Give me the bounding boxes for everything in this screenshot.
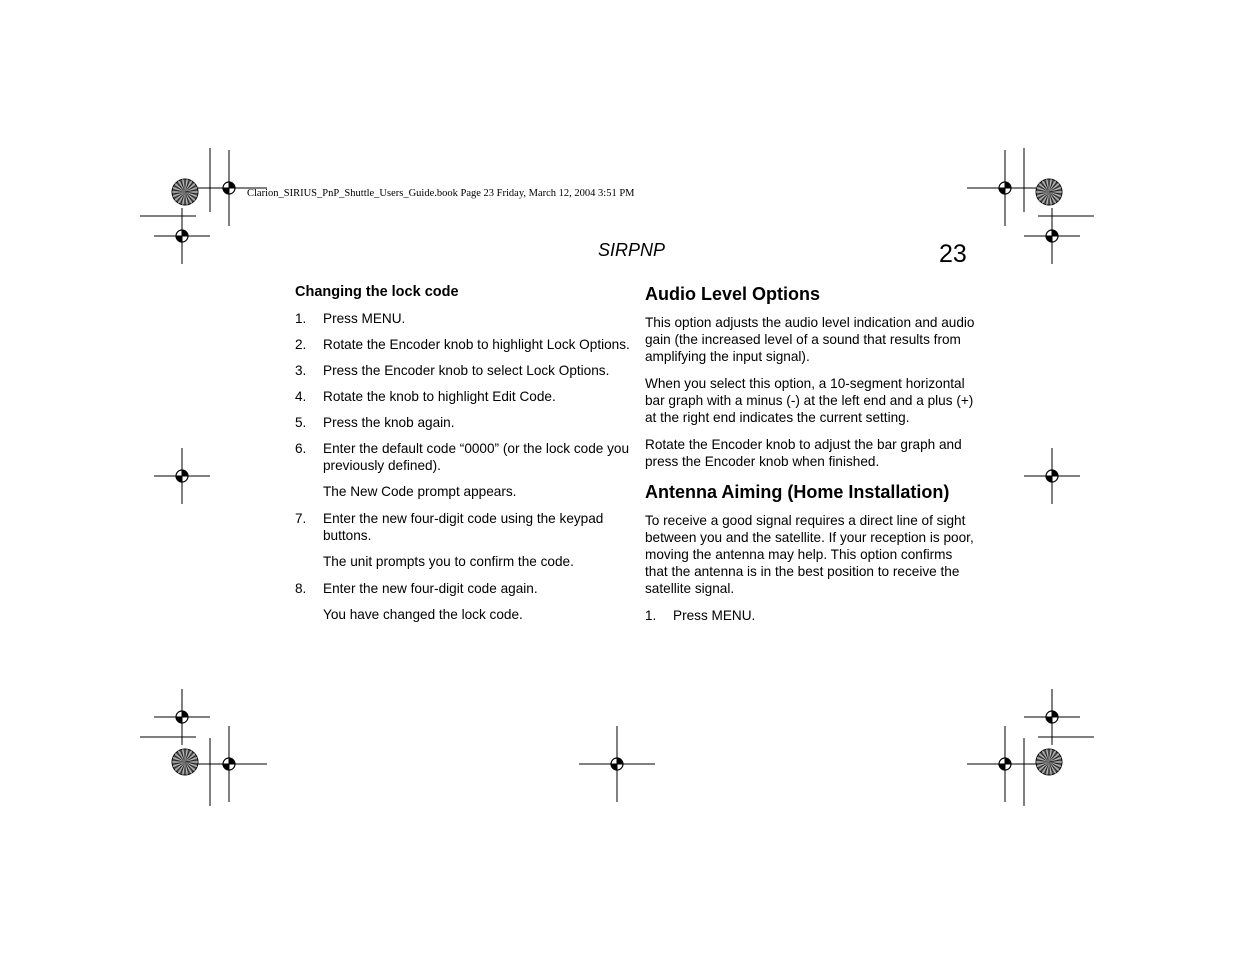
crosshair-target-icon [579,726,655,802]
crosshair-target-icon [154,448,210,504]
crosshair-target-icon [967,150,1043,226]
paragraph: To receive a good signal requires a direct line of sight between you and the satellite. If your reception is poor, moving the antenna may help. This option confirms that the antenna is in the best position to receive the satellite signal. [645,513,974,596]
starburst-target-icon [172,179,198,205]
crosshair-target-icon [191,726,267,802]
list-item: 8. Enter the new four-digit code again. [295,581,538,596]
step-note: You have changed the lock code. [323,607,523,622]
step-note: The New Code prompt appears. [323,484,517,499]
list-item: 4. Rotate the knob to highlight Edit Code. [295,389,556,404]
section-heading-antenna: Antenna Aiming (Home Installation) [645,482,950,502]
print-slug: Clarion_SIRIUS_PnP_Shuttle_Users_Guide.book Page 23 Friday, March 12, 2004 3:51 PM [247,188,635,199]
paragraph: When you select this option, a 10-segment horizontal bar graph with a minus (-) at the left end and a plus (+) at the right end indicates the current setting. [645,376,974,425]
list-item: 3. Press the Encoder knob to select Lock Options. [295,363,610,378]
crosshair-target-icon [1024,448,1080,504]
section-heading-audio: Audio Level Options [645,284,821,304]
list-item: 5. Press the knob again. [295,415,455,430]
crosshair-target-icon [967,726,1043,802]
list-item: 1. Press MENU. [645,608,756,623]
running-head: SIRPNP [598,240,666,260]
step-note: The unit prompts you to confirm the code. [323,554,574,569]
paragraph: This option adjusts the audio level indication and audio gain (the increased level of a sound that results from amplifying the input signal). [645,315,975,364]
list-item: 6. Enter the default code “0000” (or the lock code you previously defined). [295,441,630,473]
list-item: 2. Rotate the Encoder knob to highlight Lock Options. [295,337,630,352]
list-item: 1. Press MENU. [295,311,406,326]
page-number: 23 [939,240,967,268]
list-item: 7. Enter the new four-digit code using the keypad buttons. [295,511,604,543]
left-column [295,284,630,633]
section-heading-lock-code: Changing the lock code [295,284,459,300]
right-column [645,284,975,633]
starburst-target-icon [1036,749,1062,775]
starburst-target-icon [172,749,198,775]
starburst-target-icon [1036,179,1062,205]
paragraph: Rotate the Encoder knob to adjust the bar graph and press the Encoder knob when finished. [645,437,962,469]
